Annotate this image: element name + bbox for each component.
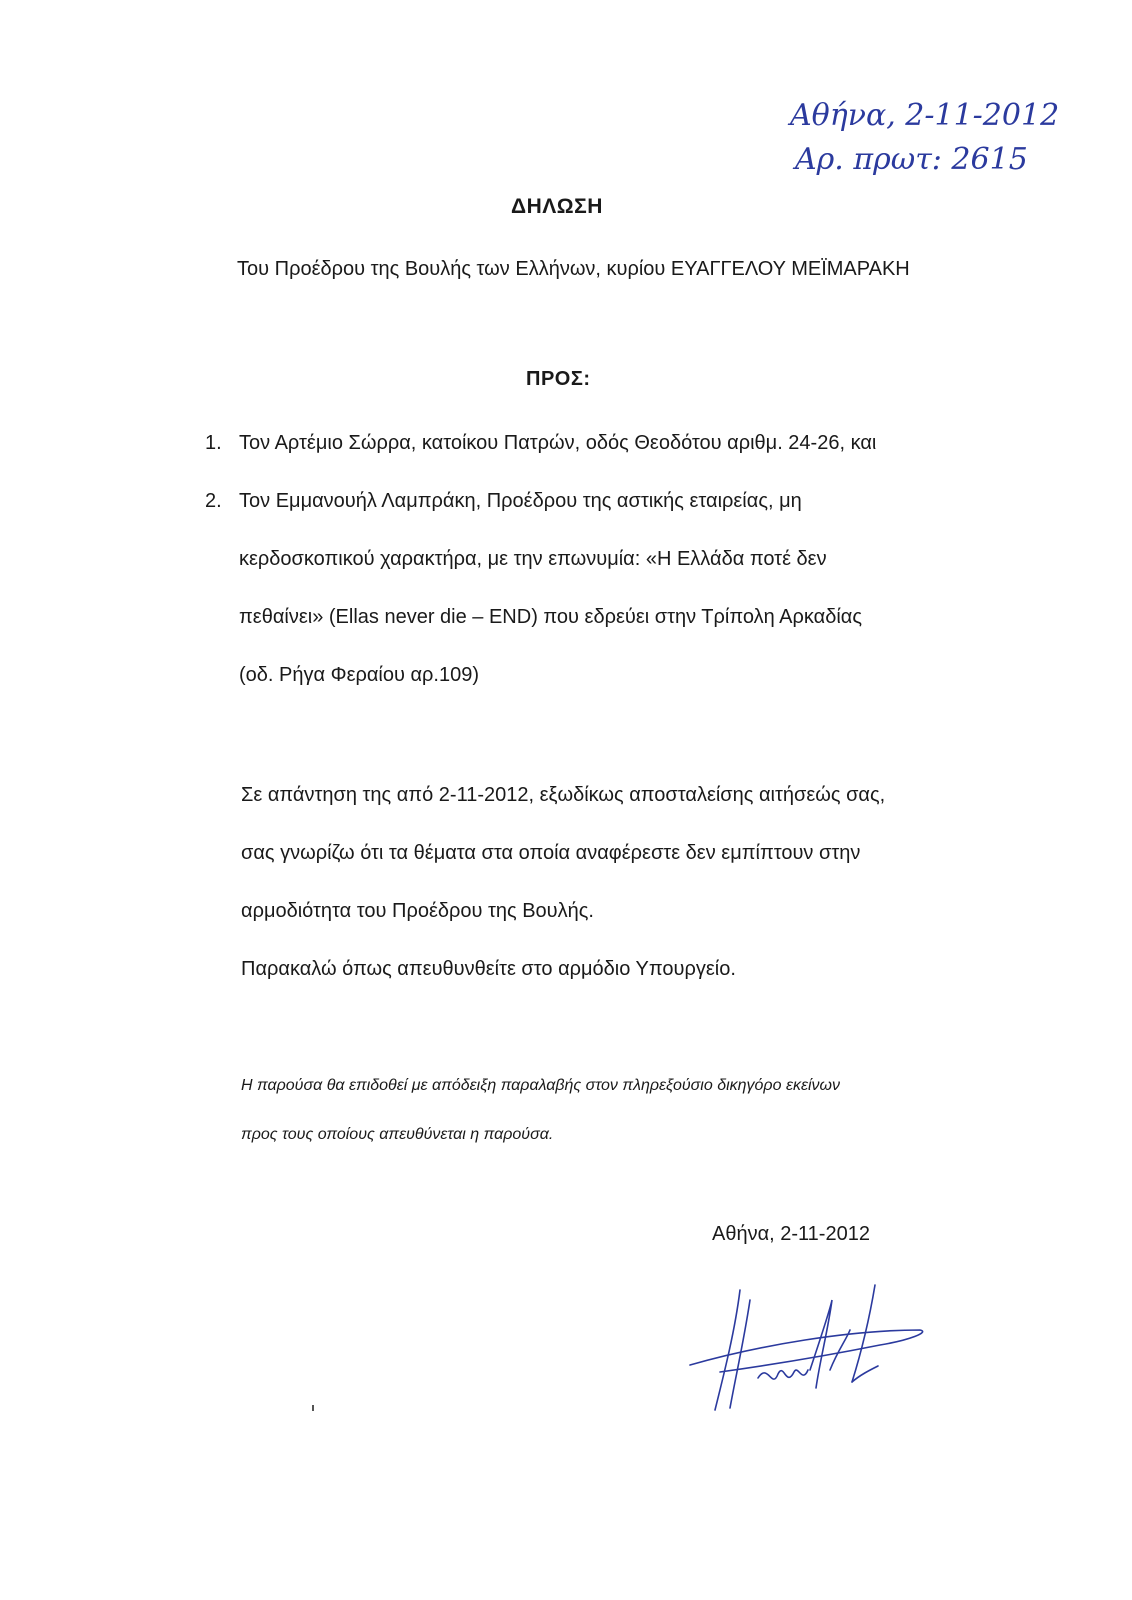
- body-line: Σε απάντηση της από 2-11-2012, εξωδίκως αποσταλείσης αιτήσεώς σας,: [241, 784, 886, 806]
- recipients-heading: ΠΡΟΣ:: [526, 368, 591, 390]
- recipient-item-2-line: Τον Εμμανουήλ Λαμπράκη, Προέδρου της αστικής εταιρείας, μη: [239, 490, 802, 512]
- handwritten-date: Αθήνα, 2-11-2012: [790, 98, 1060, 133]
- recipient-item-2-line: κερδοσκοπικού χαρακτήρα, με την επωνυμία: «Η Ελλάδα ποτέ δεν: [239, 548, 827, 570]
- body-line: αρμοδιότητα του Προέδρου της Βουλής.: [241, 900, 594, 922]
- recipient-item-2-number: 2.: [205, 490, 222, 512]
- service-note-line: προς τους οποίους απευθύνεται η παρούσα.: [241, 1126, 554, 1143]
- body-line: σας γνωρίζω ότι τα θέματα στα οποία αναφέρεστε δεν εμπίπτουν στην: [241, 842, 861, 864]
- recipient-item-1-line: Τον Αρτέμιο Σώρρα, κατοίκου Πατρών, οδός Θεοδότου αριθμ. 24-26, και: [239, 432, 877, 454]
- signature-image: [680, 1270, 940, 1420]
- stray-mark: [312, 1405, 314, 1411]
- recipient-item-2-line: πεθαίνει» (Ellas never die – END) που εδρεύει στην Τρίπολη Αρκαδίας: [239, 606, 862, 628]
- closing-place-date: Αθήνα, 2-11-2012: [712, 1223, 870, 1245]
- document-title: ΔΗΛΩΣΗ: [511, 195, 603, 218]
- from-line: Του Προέδρου της Βουλής των Ελλήνων, κυρίου ΕΥΑΓΓΕΛΟΥ ΜΕΪΜΑΡΑΚΗ: [237, 258, 910, 280]
- body-line: Παρακαλώ όπως απευθυνθείτε στο αρμόδιο Υπουργείο.: [241, 958, 736, 980]
- recipient-item-1-number: 1.: [205, 432, 222, 454]
- service-note-line: Η παρούσα θα επιδοθεί με απόδειξη παραλαβής στον πληρεξούσιο δικηγόρο εκείνων: [241, 1077, 841, 1094]
- recipient-item-2-line: (οδ. Ρήγα Φεραίου αρ.109): [239, 664, 480, 686]
- handwritten-protocol-number: Αρ. πρωτ: 2615: [795, 142, 1028, 177]
